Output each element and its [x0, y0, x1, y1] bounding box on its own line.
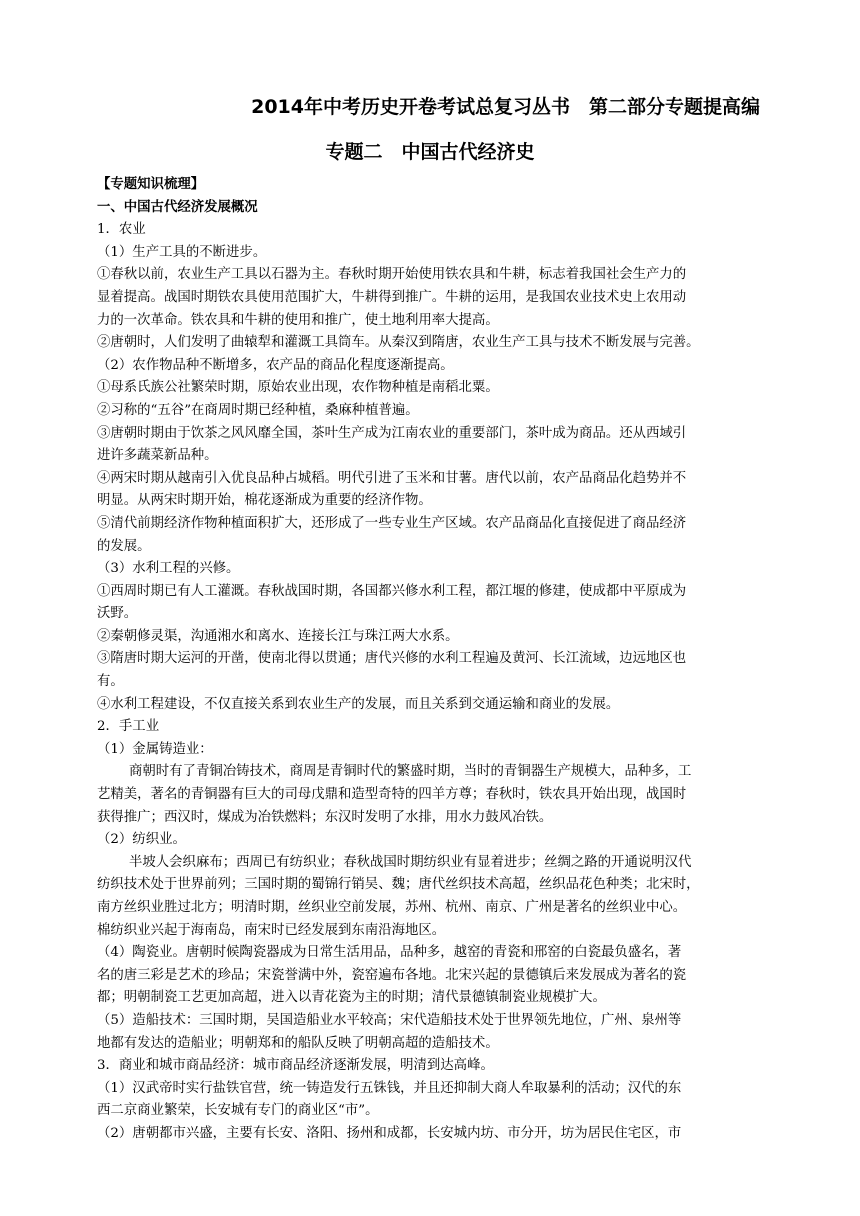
- paragraph-line: ①春秋以前，农业生产工具以石器为主。春秋时期开始使用铁农具和牛耕，标志着我国社会生产力的: [97, 267, 687, 283]
- paragraph-line: 艺精美，著名的青铜器有巨大的司母戊鼎和造型奇特的四羊方尊；春秋时，铁农具开始出现，战国时: [97, 787, 687, 803]
- topic-title: 专题二 中国古代经济史: [325, 141, 535, 163]
- paragraph-line: （2）纺织业。: [97, 832, 186, 848]
- paragraph-line: ⑤清代前期经济作物种植面积扩大，还形成了一些专业生产区域。农产品商品化直接促进了商品经济: [97, 515, 687, 531]
- paragraph-line: 南方丝织业胜过北方；明清时期，丝织业空前发展，苏州、杭州、南京、广州是著名的丝织业中心。: [97, 900, 687, 915]
- paragraph-line: （1）生产工具的不断进步。: [97, 244, 267, 260]
- paragraph-line: ④水利工程建设，不仅直接关系到农业生产的发展，而且关系到交通运输和商业的发展。: [97, 696, 620, 712]
- paragraph-line: （4）陶瓷业。唐朝时候陶瓷器成为日常生活用品，品种多，越窑的青瓷和邢窑的白瓷最负盛名，著: [97, 945, 682, 961]
- paragraph-line: 半坡人会织麻布；西周已有纺织业；春秋战国时期纺织业有显着进步；丝绸之路的开通说明汉代: [129, 854, 692, 870]
- paragraph-line: 商朝时有了青铜冶铸技术，商周是青铜时代的繁盛时期，当时的青铜器生产规模大，品种多，工: [129, 764, 692, 780]
- paragraph-line: ②秦朝修灵渠，沟通湘水和离水、连接长江与珠江两大水系。: [97, 628, 459, 644]
- paragraph-line: ③唐朝时期由于饮茶之风风靡全国，茶叶生产成为江南农业的重要部门，茶叶成为商品。还从西域引: [97, 425, 687, 441]
- paragraph-line: 力的一次革命。铁农具和牛耕的使用和推广，使土地利用率大提高。: [97, 312, 499, 328]
- paragraph-line: 有。: [97, 674, 124, 690]
- paragraph-line: 的发展。: [97, 538, 151, 554]
- paragraph-line: 西二京商业繁荣，长安城有专门的商业区“市”。: [97, 1103, 379, 1119]
- paragraph-line: 进许多蔬菜新品种。: [97, 448, 218, 464]
- paragraph-line: （1）汉武帝时实行盐铁官营，统一铸造发行五铢钱，并且还抑制大商人牟取暴利的活动；汉代的东: [97, 1080, 682, 1096]
- paragraph-line: 名的唐三彩是艺术的珍品；宋瓷誉满中外，瓷窑遍布各地。北宋兴起的景德镇后来发展成为著名的瓷: [97, 967, 687, 983]
- paragraph-line: 明显。从两宋时期开始，棉花逐渐成为重要的经济作物。: [97, 493, 432, 509]
- paragraph-line: ①母系氏族公社繁荣时期，原始农业出现，农作物种植是南稻北粟。: [97, 380, 499, 396]
- paragraph-line: （3）水利工程的兴修。: [97, 561, 240, 577]
- paragraph-line: 地都有发达的造船业；明朝郑和的船队反映了明朝高超的造船技术。: [97, 1035, 499, 1051]
- item-heading-commerce: 3．商业和城市商品经济：城市商品经济逐渐发展，明清到达高峰。: [97, 1058, 494, 1074]
- item-heading-handicraft: 2．手工业: [97, 719, 160, 735]
- paragraph-line: （1）金属铸造业：: [97, 741, 213, 757]
- paragraph-line: ①西周时期已有人工灌溉。春秋战国时期，各国都兴修水利工程，都江堰的修建，使成都中平原成为: [97, 583, 687, 599]
- subsection-heading: 一、中国古代经济发展概况: [97, 199, 258, 215]
- paragraph-line: 显着提高。战国时期铁农具使用范围扩大，牛耕得到推广。牛耕的运用，是我国农业技术史上农用动: [97, 289, 687, 305]
- paragraph-line: 纺织技术处于世界前列；三国时期的蜀锦行销吴、魏；唐代丝织技术高超，丝织品花色种类；北宋时，: [97, 877, 700, 893]
- document-body: [97, 174, 767, 1146]
- item-heading-agriculture: 1．农业: [97, 222, 146, 238]
- paragraph-line: （2）唐朝都市兴盛，主要有长安、洛阳、扬州和成都，长安城内坊、市分开，坊为居民住宅区，市: [97, 1125, 682, 1141]
- paragraph-line: ③隋唐时期大运河的开凿，使南北得以贯通；唐代兴修的水利工程遍及黄河、长江流域，边远地区也: [97, 651, 687, 667]
- paragraph-line: ②习称的“五谷”在商周时期已经种植，桑麻种植普遍。: [97, 402, 419, 418]
- paragraph-line: ④两宋时期从越南引入优良品种占城稻。明代引进了玉米和甘薯。唐代以前，农产品商品化趋势并不: [97, 470, 687, 486]
- paragraph-line: （2）农作物品种不断增多，农产品的商品化程度逐渐提高。: [97, 357, 454, 373]
- paragraph-line: ②唐朝时，人们发明了曲辕犁和灌溉工具筒车。从秦汉到隋唐，农业生产工具与技术不断发展与完善。: [97, 335, 700, 351]
- paragraph-line: 棉纺织业兴起于海南岛，南宋时已经发展到东南沿海地区。: [97, 922, 446, 938]
- book-series-title: 2014年中考历史开卷考试总复习丛书 第二部分专题提高编: [251, 96, 760, 118]
- paragraph-line: 都；明朝制瓷工艺更加高超，进入以青花瓷为主的时期；清代景德镇制瓷业规模扩大。: [97, 990, 606, 1006]
- paragraph-line: 获得推广；西汉时，煤成为冶铁燃料；东汉时发明了水排，用水力鼓风冶铁。: [97, 809, 553, 825]
- paragraph-line: 沃野。: [97, 606, 138, 622]
- paragraph-line: （5）造船技术：三国时期，吴国造船业水平较高；宋代造船技术处于世界领先地位，广州、泉州等: [97, 1012, 682, 1028]
- section-heading: 【专题知识梳理】: [97, 177, 205, 192]
